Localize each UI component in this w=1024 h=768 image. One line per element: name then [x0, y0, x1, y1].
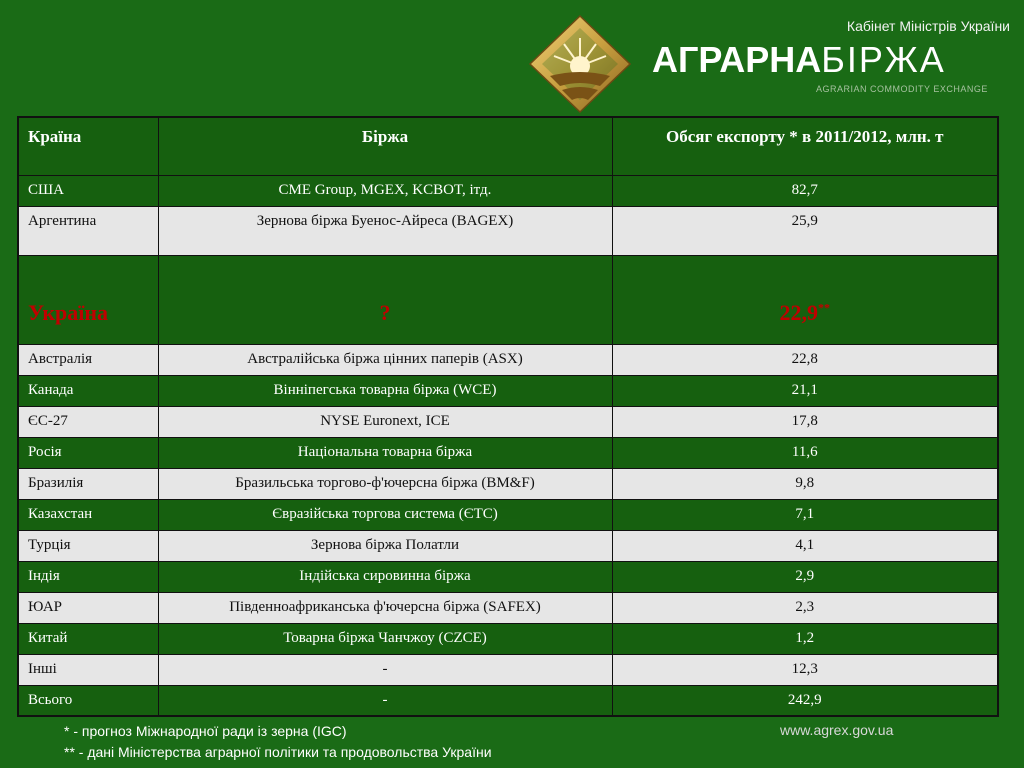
cell-country: ЄС-27: [18, 406, 158, 437]
header-volume: Обсяг експорту * в 2011/2012, млн. т: [612, 117, 998, 175]
cell-volume: 82,7: [612, 175, 998, 206]
cell-exchange: Зернова біржа Буенос-Айреса (BAGEX): [158, 206, 612, 255]
table-row: [18, 592, 998, 623]
cell-volume: 21,1: [612, 375, 998, 406]
cell-volume: 12,3: [612, 654, 998, 685]
cell-volume: 17,8: [612, 406, 998, 437]
cell-volume: 22,8: [612, 344, 998, 375]
cell-country: Індія: [18, 561, 158, 592]
footnote-igc: * - прогноз Міжнародної ради із зерна (IGC): [64, 723, 347, 739]
cell-country: Всього: [18, 685, 158, 716]
agrex-logo-icon: [528, 14, 632, 114]
table-row-ukraine: [18, 255, 998, 344]
cell-volume: 9,8: [612, 468, 998, 499]
cell-country: Україна: [18, 255, 158, 344]
cell-exchange: CME Group, MGEX, KCBOT, ітд.: [158, 175, 612, 206]
cell-volume: 4,1: [612, 530, 998, 561]
cell-country: ЮАР: [18, 592, 158, 623]
cell-volume: [612, 255, 998, 344]
cell-exchange: -: [158, 685, 612, 716]
header-exchange: Біржа: [158, 117, 612, 175]
cell-exchange: ?: [158, 255, 612, 344]
cell-exchange: Євразійська торгова система (ЄТС): [158, 499, 612, 530]
cell-country: Австралія: [18, 344, 158, 375]
cell-country: США: [18, 175, 158, 206]
volume-note: **: [818, 300, 830, 315]
cell-exchange: Австралійська біржа цінних паперів (ASX): [158, 344, 612, 375]
cell-country: Аргентина: [18, 206, 158, 255]
cell-country: Росія: [18, 437, 158, 468]
cell-volume: 242,9: [612, 685, 998, 716]
table-row: [18, 623, 998, 654]
cell-exchange: NYSE Euronext, ICE: [158, 406, 612, 437]
table-row: [18, 175, 998, 206]
footnote-ministry: ** - дані Міністерства аграрної політики та продовольства України: [64, 744, 492, 760]
cell-country: Інші: [18, 654, 158, 685]
table-row: [18, 437, 998, 468]
cell-country: Канада: [18, 375, 158, 406]
cell-volume: 11,6: [612, 437, 998, 468]
cell-exchange: Товарна біржа Чанчжоу (CZCE): [158, 623, 612, 654]
table-row: [18, 561, 998, 592]
cell-exchange: -: [158, 654, 612, 685]
table-row: [18, 206, 998, 255]
cell-volume: 1,2: [612, 623, 998, 654]
cell-exchange: Індійська сировинна біржа: [158, 561, 612, 592]
brand-tagline: AGRARIAN COMMODITY EXCHANGE: [816, 84, 988, 94]
exports-table: [17, 116, 999, 717]
header-country: Країна: [18, 117, 158, 175]
table-row: [18, 530, 998, 561]
cell-country: Турція: [18, 530, 158, 561]
table-row: [18, 468, 998, 499]
brand-name: [652, 39, 946, 80]
table-row: [18, 406, 998, 437]
table-row-total: [18, 685, 998, 716]
table-row: [18, 499, 998, 530]
table-row: [18, 654, 998, 685]
cell-country: Китай: [18, 623, 158, 654]
cell-volume: 25,9: [612, 206, 998, 255]
cell-exchange: Вінніпегська товарна біржа (WCE): [158, 375, 612, 406]
cell-country: Казахстан: [18, 499, 158, 530]
table-row: [18, 375, 998, 406]
cell-volume: 2,9: [612, 561, 998, 592]
volume-value: 22,9: [779, 299, 818, 325]
cell-volume: 7,1: [612, 499, 998, 530]
table-row: [18, 344, 998, 375]
table-header-row: [18, 117, 998, 175]
brand-name-light: БІРЖА: [821, 39, 946, 80]
website-link[interactable]: www.agrex.gov.ua: [780, 722, 894, 738]
cell-exchange: Національна товарна біржа: [158, 437, 612, 468]
cell-exchange: Зернова біржа Полатли: [158, 530, 612, 561]
cell-country: Бразилія: [18, 468, 158, 499]
cell-volume: 2,3: [612, 592, 998, 623]
brand-name-bold: АГРАРНА: [652, 39, 822, 80]
cell-exchange: Бразильська торгово-ф'ючерсна біржа (BM&F): [158, 468, 612, 499]
ministry-label: Кабінет Міністрів України: [846, 18, 1010, 34]
cell-exchange: Південноафриканська ф'ючерсна біржа (SAFEX): [158, 592, 612, 623]
